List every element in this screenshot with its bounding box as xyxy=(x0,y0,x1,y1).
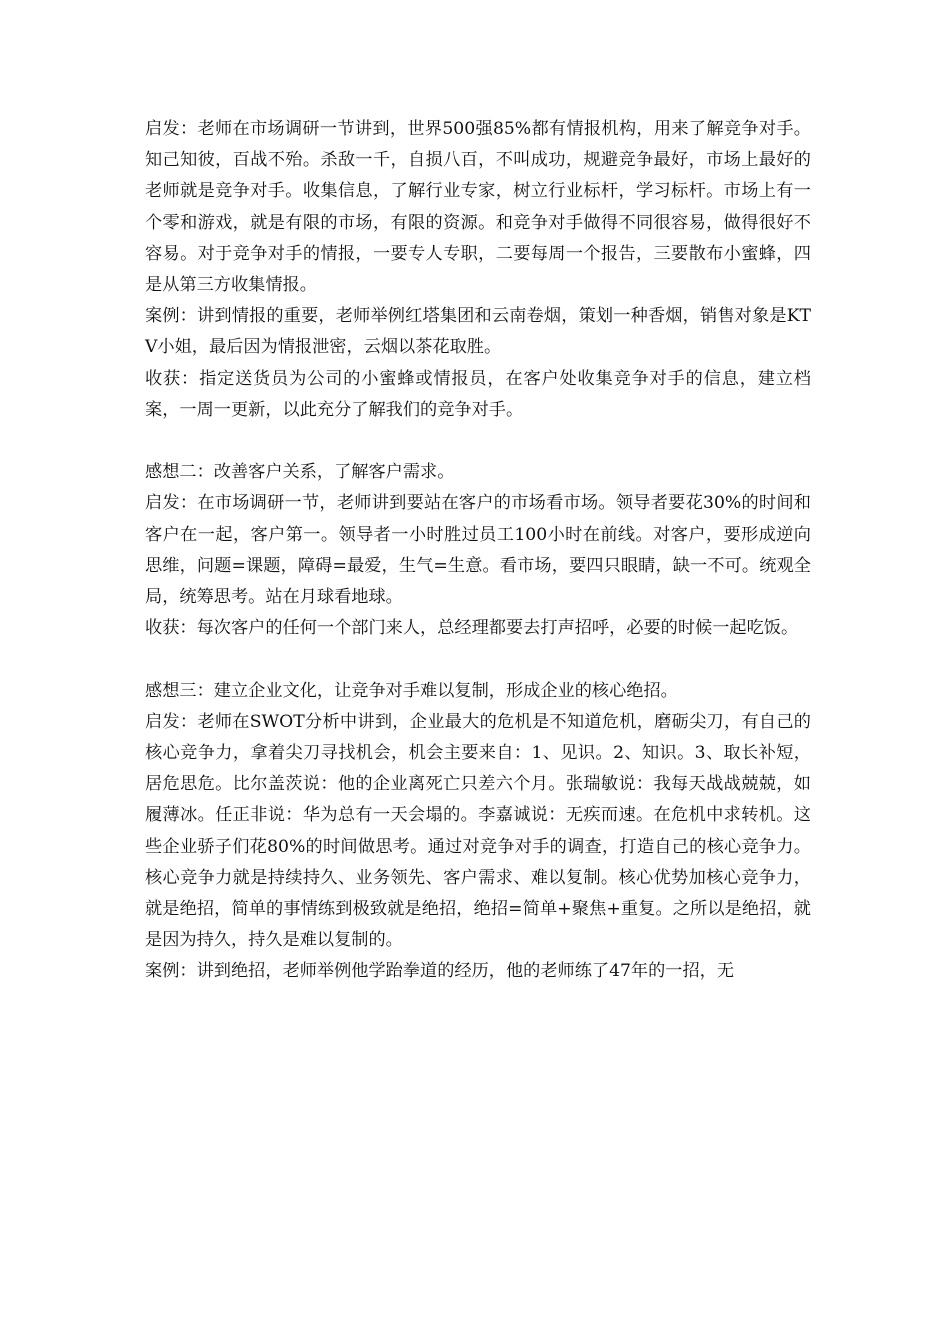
section-heading: 感想三：建立企业文化，让竞争对手难以复制，形成企业的核心绝招。 xyxy=(145,680,678,701)
case-paragraph: 案例：讲到情报的重要，老师举例红塔集团和云南卷烟，策划一种香烟，销售对象是KTV小姐，最后因为情报泄密，云烟以茶花取胜。 xyxy=(145,306,811,358)
case-paragraph: 案例：讲到绝招，老师举例他学跆拳道的经历，他的老师练了47年的一招，无 xyxy=(145,961,735,982)
section-spacer xyxy=(145,644,811,675)
inspiration-paragraph: 启发：老师在SWOT分析中讲到，企业最大的危机是不知道危机，磨砺尖刀，有自己的核心竞争力，拿着尖刀寻找机会，机会主要来自：1、见识。2、知识。3、取长补短，居危思危。比尔盖茨说：他的企业离死亡只差六个月。张瑞敏说：我每天战战兢兢，如履薄冰。任正非说：华为总有一天会塌的。李嘉诚说：无疾而速。在危机中求转机。这些企业骄子们花80%的时间做思考。通过对竞争对手的调查，打造自己的核心竞争力。核心竞争力就是持续持久、业务领先、客户需求、难以复制。核心优势加核心竞争力，就是绝招，简单的事情练到极致就是绝招，绝招=简单+聚焦+重复。之所以是绝招，就是因为持久，持久是难以复制的。 xyxy=(145,711,811,951)
document-body xyxy=(145,114,811,988)
section-customer-relations xyxy=(145,457,811,644)
inspiration-paragraph: 启发：在市场调研一节，老师讲到要站在客户的市场看市场。领导者要花30%的时间和客户在一起，客户第一。领导者一小时胜过员工100小时在前线。对客户，要形成逆向思维，问题=课题，障碍=最爱，生气=生意。看市场，要四只眼睛，缺一不可。统观全局，统筹思考。站在月球看地球。 xyxy=(145,493,811,608)
section-corporate-culture xyxy=(145,676,811,988)
section-heading: 感想二：改善客户关系，了解客户需求。 xyxy=(145,462,455,483)
section-spacer xyxy=(145,426,811,457)
section-competitor-intel xyxy=(145,114,811,426)
inspiration-paragraph: 启发：老师在市场调研一节讲到，世界500强85%都有情报机构，用来了解竞争对手。知己知彼，百战不殆。杀敌一千，自损八百，不叫成功，规避竞争最好，市场上最好的老师就是竞争对手。收集信息，了解行业专家，树立行业标杆，学习标杆。市场上有一个零和游戏，就是有限的市场，有限的资源。和竞争对手做得不同很容易，做得很好不容易。对于竞争对手的情报，一要专人专职，二要每周一个报告，三要散布小蜜蜂，四是从第三方收集情报。 xyxy=(145,119,811,296)
takeaway-paragraph: 收获：每次客户的任何一个部门来人，总经理都要去打声招呼，必要的时候一起吃饭。 xyxy=(145,618,799,639)
takeaway-paragraph: 收获：指定送货员为公司的小蜜蜂或情报员，在客户处收集竞争对手的信息，建立档案，一周一更新，以此充分了解我们的竞争对手。 xyxy=(145,368,811,420)
